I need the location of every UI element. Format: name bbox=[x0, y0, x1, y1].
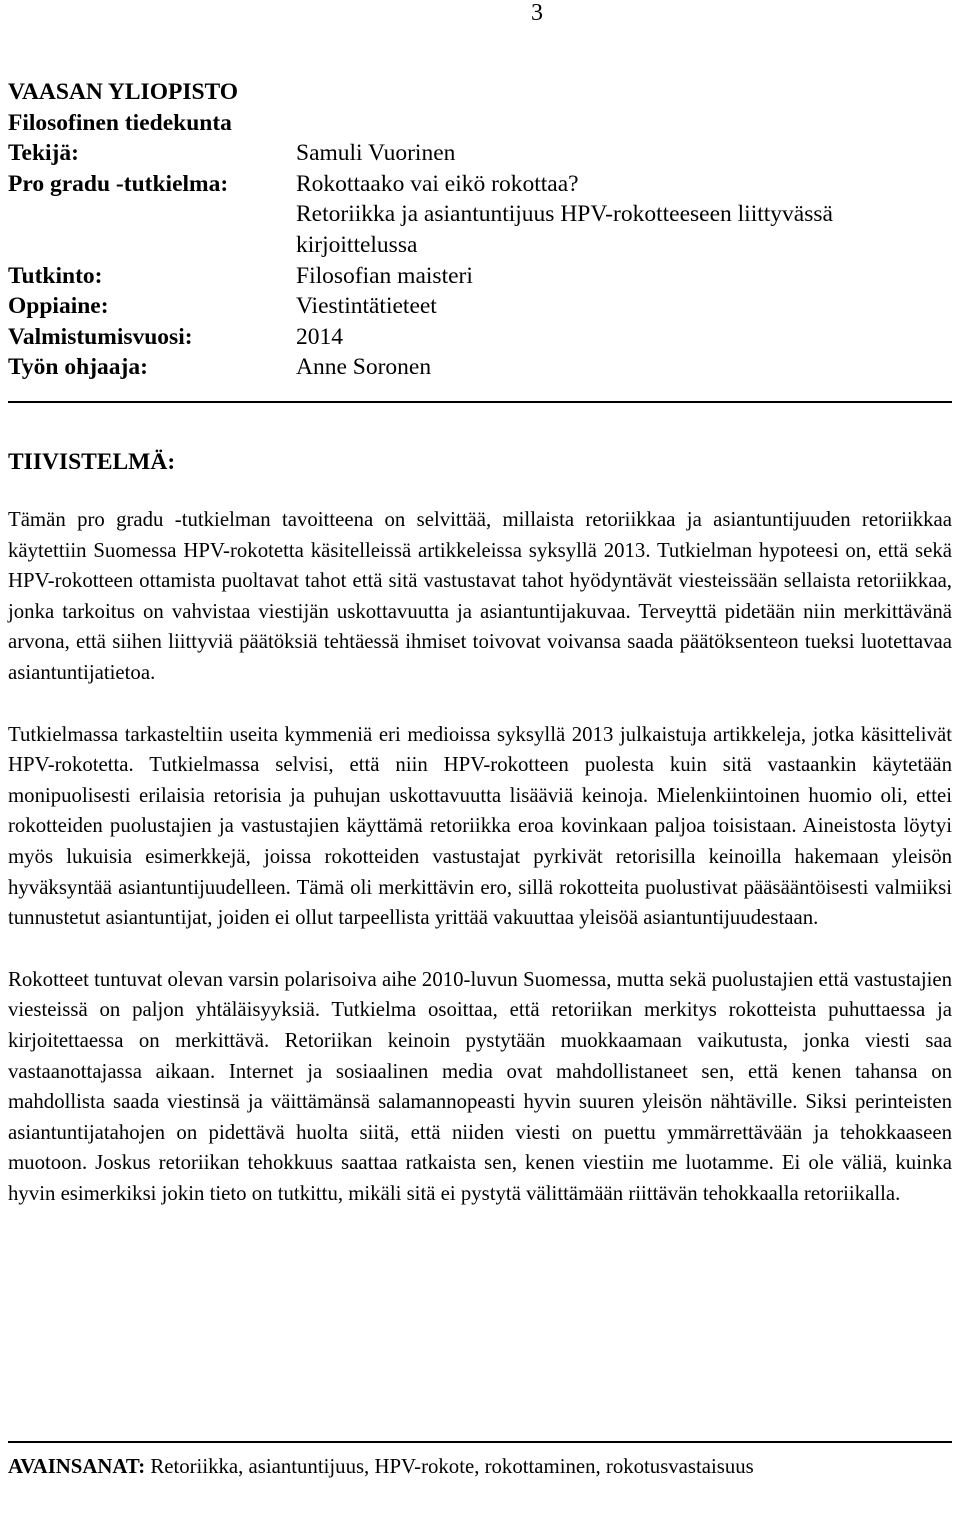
abstract-body bbox=[8, 505, 952, 1240]
keywords-divider bbox=[8, 1441, 952, 1443]
thesis-title-main: Rokottaako vai eikö rokottaa? bbox=[296, 170, 579, 197]
faculty-name: Filosofinen tiedekunta bbox=[8, 109, 232, 136]
abstract-heading: TIIVISTELMÄ: bbox=[8, 449, 176, 475]
abstract-paragraph-3: Rokotteet tuntuvat olevan varsin polarisoiva aihe 2010-luvun Suomessa, mutta sekä puolustajien että vastustajien viesteissä on paljon yhtäläisyyksiä. Tutkielma osoittaa, että retoriikan merkitys rokotteista puhuttaessa ja kirjoitettaessa on merkittävä. Retoriikan keinoin pystytään muokkaamaan vaikutusta, jonka viesti saa vastaanottajassa aikaan. Internet ja sosiaalinen media ovat mahdollistaneet sen, että kenen tahansa on mahdollista saada viestinsä ja väittämänsä salamannopeasti hyvin suuren yleisön nähtäville. Siksi perinteisten asiantuntijatahojen on pidettävä huolta siitä, että niiden viesti on puettu ymmärrettävään ja tehokkaaseen muotoon. Joskus retoriikan tehokkuus saattaa ratkaista sen, kenen viestiin me luotamme. Ei ole väliä, kuinka hyvin esimerkiksi jokin tieto on tutkittu, mikäli sitä ei pystytä välittämään riittävän tehokkaalla retoriikalla. bbox=[8, 967, 952, 1205]
subject-row bbox=[8, 291, 952, 322]
thesis-header bbox=[8, 77, 952, 383]
keywords-section bbox=[8, 1452, 952, 1483]
page-number: 3 bbox=[531, 0, 543, 26]
thesis-title-row bbox=[8, 169, 952, 261]
degree-label: Tutkinto: bbox=[8, 262, 103, 289]
keywords-value: Retoriikka, asiantuntijuus, HPV-rokote, rokottaminen, rokotusvastaisuus bbox=[150, 1455, 754, 1478]
university-name: VAASAN YLIOPISTO bbox=[8, 79, 239, 105]
degree-row bbox=[8, 261, 952, 292]
subject-value: Viestintätieteet bbox=[296, 293, 437, 320]
degree-value: Filosofian maisteri bbox=[296, 262, 473, 289]
thesis-title-label: Pro gradu -tutkielma: bbox=[8, 170, 229, 197]
graduation-year-label: Valmistumisvuosi: bbox=[8, 323, 193, 350]
abstract-paragraph-1: Tämän pro gradu -tutkielman tavoitteena on selvittää, millaista retoriikkaa ja asiantuntijuuden retoriikkaa käytettiin Suomessa HPV-rokotetta käsitelleissä artikkeleissa syksyllä 2013. Tutkielman hypoteesi on, että sekä HPV-rokotteen ottamista puoltavat tahot että sitä vastustavat tahot hyödyntävät viesteissään sellaista retoriikkaa, jonka tarkoitus on vahvistaa viestijän uskottavuutta ja asiantuntijakuvaa. Terveyttä pidetään niin merkittävänä arvona, että siihen liittyviä päätöksiä tehtäessä ihmiset toivovat voivansa saada päätöksenteon tueksi luotettavaa asiantuntijatietoa. bbox=[8, 508, 952, 684]
abstract-paragraph-2: Tutkielmassa tarkasteltiin useita kymmeniä eri medioissa syksyllä 2013 julkaistuja artikkeleja, jotka käsittelivät HPV-rokotetta. Tutkielmassa selvisi, että niin HPV-rokotteen puolesta kuin sitä vastaankin käytetään monipuolisesti erilaisia retorisia ja puhujan uskottavuutta lisääviä keinoja. Mielenkiintoinen huomio oli, ettei rokotteiden puolustajien ja vastustajien käyttämä retoriikka eroa kovinkaan paljoa toisistaan. Aineistosta löytyi myös lukuisia esimerkkejä, joissa rokotteiden vastustajat pyrkivät retorisilla keinoilla hakemaan yleisön hyväksyntää asiantuntijuudelleen. Tämä oli merkittävin ero, sillä rokotteita puolustivat pääsääntöisesti valmiiksi tunnustetut asiantuntijat, joiden ei ollut tarpeellista yrittää vakuuttaa yleisöä asiantuntijuudestaan. bbox=[8, 722, 952, 930]
author-label: Tekijä: bbox=[8, 140, 79, 167]
thesis-title-value bbox=[296, 169, 952, 261]
keywords-label: AVAINSANAT: bbox=[8, 1455, 146, 1478]
author-value: Samuli Vuorinen bbox=[296, 140, 456, 167]
header-divider bbox=[8, 401, 952, 403]
supervisor-label: Työn ohjaaja: bbox=[8, 354, 148, 381]
graduation-year-row bbox=[8, 322, 952, 353]
author-row bbox=[8, 138, 952, 169]
supervisor-row bbox=[8, 352, 952, 383]
thesis-title-subtitle: Retoriikka ja asiantuntijuus HPV-rokotteeseen liittyvässä kirjoittelussa bbox=[296, 201, 833, 258]
graduation-year-value: 2014 bbox=[296, 323, 343, 350]
subject-label: Oppiaine: bbox=[8, 293, 109, 320]
supervisor-value: Anne Soronen bbox=[296, 354, 432, 381]
